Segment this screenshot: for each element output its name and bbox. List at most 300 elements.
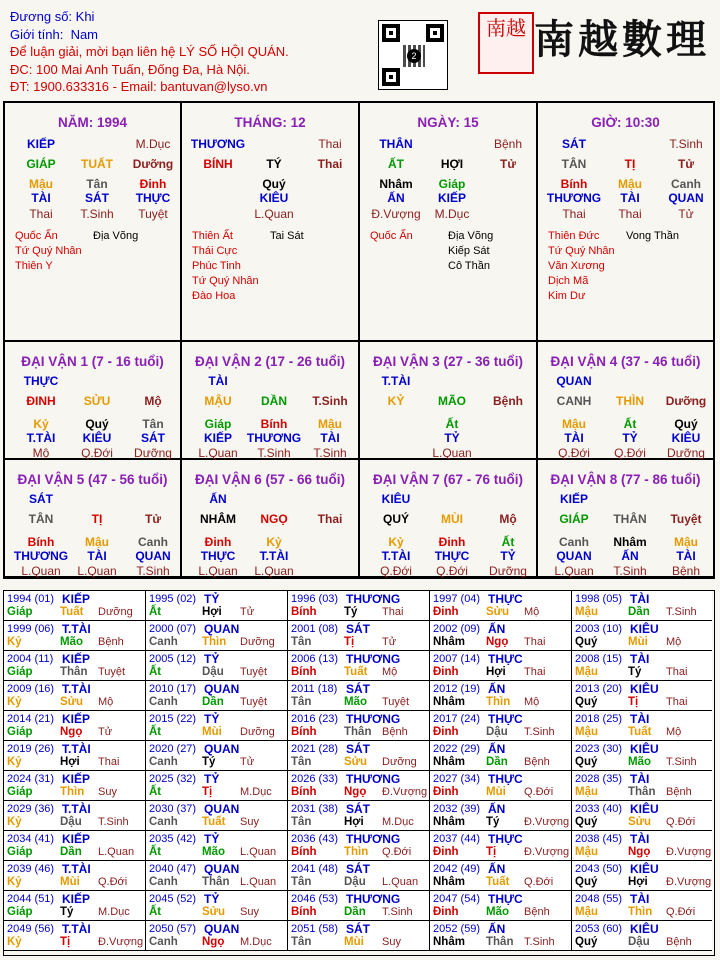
year-cell bbox=[430, 681, 572, 711]
year-stem: Đinh bbox=[433, 906, 459, 918]
year-label: 1996 (03) bbox=[291, 593, 339, 605]
year-god: KIÊU bbox=[630, 862, 659, 876]
year-god: KIÊU bbox=[630, 682, 659, 696]
year-stem: Giáp bbox=[7, 666, 33, 678]
decade-4-r5-item: Q.Đới bbox=[558, 446, 590, 460]
year-branch: Tuất bbox=[202, 816, 226, 828]
year-branch: Thìn bbox=[60, 786, 85, 798]
year-stem: Nhâm bbox=[433, 936, 465, 948]
year-phase: Mộ bbox=[382, 666, 398, 678]
pillar-2-r1-item: Thai bbox=[318, 137, 342, 151]
year-branch: Thìn bbox=[344, 846, 369, 858]
year-phase: Suy bbox=[240, 906, 259, 918]
year-phase: Bệnh bbox=[524, 756, 550, 768]
year-branch: Dần bbox=[60, 846, 82, 858]
decade-3-r2-item: KỶ bbox=[387, 394, 405, 408]
decade-2-r4-item: TÀI bbox=[320, 431, 340, 445]
year-cell bbox=[572, 891, 712, 921]
year-phase: Q.Đới bbox=[666, 906, 696, 918]
year-branch: Mùi bbox=[60, 876, 80, 888]
year-cell bbox=[4, 681, 146, 711]
pillar-3-r2-item: ẤT bbox=[388, 157, 404, 171]
year-god: T.TÀI bbox=[62, 802, 91, 816]
pillar-3-star: Cô Thần bbox=[448, 260, 490, 272]
decade-4-title: ĐẠI VẬN 4 (37 - 46 tuổi) bbox=[550, 354, 701, 369]
year-cell bbox=[4, 891, 146, 921]
year-label: 1994 (01) bbox=[7, 593, 55, 605]
year-stem: Đinh bbox=[433, 786, 459, 798]
year-god: TÀI bbox=[630, 832, 650, 846]
year-branch: Hợi bbox=[628, 876, 648, 888]
year-branch: Hợi bbox=[60, 756, 80, 768]
decade-1-r5-item: Q.Đới bbox=[81, 446, 113, 460]
decade-3-title: ĐẠI VẬN 3 (27 - 36 tuổi) bbox=[372, 354, 524, 369]
year-branch: Thân bbox=[344, 726, 372, 738]
decade-2-title: ĐẠI VẬN 2 (17 - 26 tuổi) bbox=[194, 354, 346, 369]
pillar-3-r3-item: Nhâm bbox=[379, 177, 413, 191]
year-god: KIẾP bbox=[62, 892, 91, 906]
pillar-3-r4-item: ẤN bbox=[387, 191, 405, 205]
year-branch: Mùi bbox=[486, 786, 506, 798]
year-god: KIÊU bbox=[630, 802, 659, 816]
year-phase: L.Quan bbox=[382, 876, 419, 888]
year-cell bbox=[146, 771, 288, 801]
year-stem: Quý bbox=[575, 696, 598, 708]
decade-5-r5-item: L.Quan bbox=[77, 564, 117, 578]
year-branch: Dần bbox=[486, 756, 508, 768]
year-god: SÁT bbox=[346, 682, 370, 696]
pillar-4-r3-item: Canh bbox=[671, 177, 701, 191]
year-cell bbox=[430, 741, 572, 771]
decade-7-r4-item: THỰC bbox=[434, 549, 470, 563]
year-cell bbox=[572, 711, 712, 741]
year-label: 2032 (39) bbox=[433, 803, 481, 815]
year-god: ẤN bbox=[488, 802, 506, 816]
pillar-1-r2-item: GIÁP bbox=[26, 157, 56, 171]
year-cell bbox=[572, 861, 712, 891]
pillar-4-r5-item: Thai bbox=[562, 207, 586, 221]
year-cell bbox=[430, 591, 572, 621]
year-god: KIẾP bbox=[62, 832, 91, 846]
decade-2-r3-item: Mậu bbox=[318, 417, 342, 431]
decade-2-r2-item: MẬU bbox=[204, 394, 232, 408]
year-god: TỶ bbox=[204, 832, 220, 846]
year-cell bbox=[4, 861, 146, 891]
decade-6-r4 bbox=[182, 549, 358, 565]
year-branch: Ngọ bbox=[344, 786, 367, 798]
year-phase: Đ.Vượng bbox=[382, 786, 428, 798]
year-label: 2049 (56) bbox=[7, 923, 55, 935]
decade-4-r4-item: TỶ bbox=[622, 431, 638, 445]
year-label: 2001 (08) bbox=[291, 623, 339, 635]
year-label: 2013 (20) bbox=[575, 683, 623, 695]
decade-3-r4 bbox=[360, 431, 536, 447]
pillar-3-stars-b bbox=[448, 229, 493, 274]
year-branch: Tuất bbox=[60, 606, 84, 618]
year-phase: Tử bbox=[240, 756, 255, 768]
year-branch: Tý bbox=[202, 756, 216, 768]
decade-6-r5-item: L.Quan bbox=[254, 564, 294, 578]
year-god: QUAN bbox=[204, 862, 240, 876]
year-branch: Mùi bbox=[344, 936, 364, 948]
decade-8 bbox=[538, 460, 713, 578]
year-cell bbox=[430, 921, 572, 951]
pillar-4-r2-item: TỊ bbox=[624, 157, 636, 171]
year-god: QUAN bbox=[204, 922, 240, 936]
year-phase: Mộ bbox=[666, 636, 682, 648]
year-stem: Đinh bbox=[433, 846, 459, 858]
header-info bbox=[10, 8, 370, 96]
decade-3-r3-item: Ất bbox=[445, 417, 459, 431]
pillar-3 bbox=[360, 103, 538, 342]
year-label: 2015 (22) bbox=[149, 713, 197, 725]
decade-2-r4-item: THƯƠNG bbox=[246, 431, 302, 445]
year-cell bbox=[572, 741, 712, 771]
decade-2-r3-item: Giáp bbox=[204, 417, 232, 431]
decade-4-r2-item: Dưỡng bbox=[665, 394, 707, 408]
year-stem: Kỷ bbox=[7, 756, 22, 768]
decade-1-r5-item: Dưỡng bbox=[134, 446, 172, 460]
pillar-4-r2 bbox=[538, 157, 713, 173]
pillar-4-star: Tứ Quý Nhân bbox=[548, 245, 615, 257]
year-stem: Giáp bbox=[7, 846, 33, 858]
year-branch: Dậu bbox=[344, 876, 366, 888]
year-stem: Đinh bbox=[433, 666, 459, 678]
year-cell bbox=[146, 621, 288, 651]
year-label: 2011 (18) bbox=[291, 683, 338, 695]
year-god: T.TÀI bbox=[62, 922, 91, 936]
year-stem: Bính bbox=[291, 786, 317, 798]
year-branch: Sửu bbox=[202, 906, 226, 918]
year-branch: Hợi bbox=[486, 666, 506, 678]
year-cell bbox=[572, 921, 712, 951]
year-cell bbox=[288, 921, 430, 951]
decade-8-r2-item: GIÁP bbox=[559, 512, 589, 526]
year-god: THƯƠNG bbox=[346, 832, 401, 846]
decade-8-r5 bbox=[538, 564, 713, 580]
year-label: 2000 (07) bbox=[149, 623, 197, 635]
pillar-4 bbox=[538, 103, 713, 342]
decade-7-r3-item: Kỷ bbox=[388, 535, 404, 549]
year-cell bbox=[572, 771, 712, 801]
decade-6-r2-item: NHÂM bbox=[200, 512, 236, 526]
year-branch: Hợi bbox=[344, 816, 364, 828]
decade-4-r4-item: KIÊU bbox=[671, 431, 701, 445]
decade-1-r4-item: SÁT bbox=[141, 431, 165, 445]
year-stem: Kỷ bbox=[7, 636, 22, 648]
pillar-1-r5-item: Tuyệt bbox=[138, 207, 168, 221]
year-cell bbox=[288, 891, 430, 921]
decade-2-r3-item: Bính bbox=[260, 417, 288, 431]
owner-value: Khi bbox=[75, 9, 95, 24]
pillar-4-r2-item: Tử bbox=[677, 157, 695, 171]
decade-4-r5-item: Q.Đới bbox=[614, 446, 646, 460]
decade-4-r4 bbox=[538, 431, 713, 447]
brand-logo: 南越數理 bbox=[534, 16, 710, 63]
decade-5-r5 bbox=[5, 564, 180, 580]
year-phase: Bệnh bbox=[524, 906, 550, 918]
year-cell bbox=[146, 711, 288, 741]
year-cell bbox=[4, 831, 146, 861]
pillar-2-r3-item: Quý bbox=[262, 177, 286, 191]
decade-6-r2-item: Thai bbox=[317, 512, 343, 526]
year-branch: Mão bbox=[628, 756, 651, 768]
pillar-2-r2 bbox=[182, 157, 358, 173]
year-phase: Bệnh bbox=[666, 936, 692, 948]
year-stem: Ất bbox=[149, 606, 162, 618]
decade-7-r3-item: Đinh bbox=[438, 535, 466, 549]
decade-5-r4 bbox=[5, 549, 180, 565]
year-cell bbox=[572, 651, 712, 681]
chart-grid bbox=[3, 101, 715, 579]
decade-1-r4-item: KIÊU bbox=[82, 431, 112, 445]
decade-3-r5-item: L.Quan bbox=[432, 446, 472, 460]
decade-4-r3-item: Ất bbox=[623, 417, 637, 431]
pillar-2-r1 bbox=[182, 137, 358, 153]
decade-6-r2-item: NGỌ bbox=[260, 512, 288, 526]
year-cell bbox=[430, 651, 572, 681]
decade-5-r3-item: Bính bbox=[27, 535, 55, 549]
decade-2-r4 bbox=[182, 431, 358, 447]
decade-2-r2-item: T.Sinh bbox=[312, 394, 348, 408]
pillar-2-r2-item: BÍNH bbox=[203, 157, 233, 171]
year-phase: Q.Đới bbox=[524, 876, 554, 888]
year-stem: Ất bbox=[149, 726, 162, 738]
pillar-2-r1-item: THƯƠNG bbox=[190, 137, 246, 151]
year-god: SÁT bbox=[346, 922, 370, 936]
year-god: THƯƠNG bbox=[346, 772, 401, 786]
qr-code-icon[interactable]: 2 bbox=[378, 20, 448, 90]
decade-2-r4-item: KIẾP bbox=[203, 431, 232, 445]
year-phase: T.Sinh bbox=[98, 816, 129, 828]
year-cell bbox=[288, 741, 430, 771]
pillar-1-r1 bbox=[5, 137, 180, 153]
year-label: 2023 (30) bbox=[575, 743, 623, 755]
year-cell bbox=[572, 831, 712, 861]
phone-email-line: ĐT: 1900.633316 - Email: bantuvan@lyso.vn bbox=[10, 79, 268, 94]
year-branch: Tuất bbox=[344, 666, 368, 678]
year-branch: Mão bbox=[60, 636, 83, 648]
year-phase: M.Dục bbox=[98, 906, 130, 918]
year-label: 2020 (27) bbox=[149, 743, 197, 755]
year-stem: Nhâm bbox=[433, 696, 465, 708]
pillar-2-title: THÁNG: 12 bbox=[234, 115, 306, 130]
year-label: 2042 (49) bbox=[433, 863, 481, 875]
year-cell bbox=[146, 741, 288, 771]
year-god: TỶ bbox=[204, 652, 220, 666]
decade-1 bbox=[5, 342, 182, 460]
year-god: SÁT bbox=[346, 802, 370, 816]
year-label: 2016 (23) bbox=[291, 713, 339, 725]
year-cell bbox=[4, 741, 146, 771]
year-phase: Tử bbox=[240, 606, 255, 618]
decade-7-r5-item: Dưỡng bbox=[489, 564, 527, 578]
year-cell bbox=[4, 621, 146, 651]
pillar-1-r2 bbox=[5, 157, 180, 173]
year-god: KIẾP bbox=[62, 712, 91, 726]
year-cell bbox=[146, 921, 288, 951]
pillar-4-r5-item: Tử bbox=[678, 207, 694, 221]
year-branch: Tị bbox=[344, 636, 355, 648]
decade-7-r1 bbox=[360, 492, 536, 508]
decade-7-r3-item: Ất bbox=[501, 535, 515, 549]
year-stem: Nhâm bbox=[433, 636, 465, 648]
decade-8-r2 bbox=[538, 512, 713, 528]
year-god: ẤN bbox=[488, 622, 506, 636]
year-god: TỶ bbox=[204, 772, 220, 786]
year-god: ẤN bbox=[488, 742, 506, 756]
decade-4-r1 bbox=[538, 374, 713, 390]
year-god: THỰC bbox=[488, 712, 523, 726]
pillar-1-r5-item: Thai bbox=[29, 207, 53, 221]
decade-1-r3-item: Kỷ bbox=[33, 417, 49, 431]
pillar-2 bbox=[182, 103, 360, 342]
year-label: 2052 (59) bbox=[433, 923, 481, 935]
decade-8-r1-item: KIẾP bbox=[559, 492, 588, 506]
year-label: 2021 (28) bbox=[291, 743, 339, 755]
year-label: 2053 (60) bbox=[575, 923, 623, 935]
year-branch: Sửu bbox=[628, 816, 652, 828]
decade-4-r2-item: THÌN bbox=[616, 394, 644, 408]
pillar-2-star: Thiên Ất bbox=[192, 230, 233, 242]
decade-1-r2 bbox=[5, 394, 180, 410]
year-label: 2034 (41) bbox=[7, 833, 55, 845]
decade-6 bbox=[182, 460, 360, 578]
year-cell bbox=[572, 621, 712, 651]
year-label: 2041 (48) bbox=[291, 863, 339, 875]
pillar-4-stars-b bbox=[626, 229, 679, 244]
year-branch: Tuất bbox=[486, 876, 510, 888]
pillar-3-r5 bbox=[360, 207, 536, 223]
pillar-2-star: Thái Cực bbox=[192, 245, 238, 257]
year-god: SÁT bbox=[346, 862, 370, 876]
year-stem: Tân bbox=[291, 756, 312, 768]
year-label: 2044 (51) bbox=[7, 893, 55, 905]
year-phase: Đ.Vượng bbox=[98, 936, 144, 948]
year-stem: Nhâm bbox=[433, 756, 465, 768]
decade-2-r5-item: T.Sinh bbox=[313, 446, 347, 460]
year-label: 2008 (15) bbox=[575, 653, 623, 665]
year-cell bbox=[288, 771, 430, 801]
decade-8-r4-item: QUAN bbox=[556, 549, 592, 563]
pillar-4-star: Kim Dư bbox=[548, 290, 586, 302]
pillar-2-stars-a bbox=[192, 229, 259, 304]
year-god: TÀI bbox=[630, 652, 650, 666]
year-phase: L.Quan bbox=[240, 846, 277, 858]
pillar-4-r4-item: TÀI bbox=[620, 191, 640, 205]
year-phase: M.Dục bbox=[382, 816, 414, 828]
year-branch: Sửu bbox=[344, 756, 368, 768]
year-stem: Canh bbox=[149, 696, 178, 708]
year-label: 2027 (34) bbox=[433, 773, 481, 785]
year-god: KIẾP bbox=[62, 592, 91, 606]
year-branch: Tý bbox=[486, 816, 500, 828]
gender-label: Giới tính: bbox=[10, 26, 64, 42]
pillar-4-star: Vong Thần bbox=[626, 230, 680, 242]
year-phase: Đ.Vượng bbox=[524, 846, 570, 858]
decade-8-r4 bbox=[538, 549, 713, 565]
pillar-1-stars-a bbox=[15, 229, 82, 274]
decade-3-r4-item: TỶ bbox=[444, 431, 460, 445]
pillar-2-r4 bbox=[182, 191, 358, 207]
year-branch: Thân bbox=[628, 786, 656, 798]
pillar-4-r1-item: SÁT bbox=[562, 137, 586, 151]
decade-5 bbox=[5, 460, 182, 578]
decade-1-r2-item: SỬU bbox=[83, 394, 111, 408]
decade-6-r4-item: THỰC bbox=[200, 549, 236, 563]
pillar-3-title: NGÀY: 15 bbox=[417, 115, 479, 130]
pillar-2-r2-item: TÝ bbox=[266, 157, 282, 171]
year-label: 2012 (19) bbox=[433, 683, 481, 695]
pillar-3-r4 bbox=[360, 191, 536, 207]
decade-5-r2-item: TÂN bbox=[28, 512, 54, 526]
year-stem: Giáp bbox=[7, 726, 33, 738]
decade-5-r2-item: TỊ bbox=[91, 512, 103, 526]
year-stem: Kỷ bbox=[7, 696, 22, 708]
pillar-1-r4-item: THỰC bbox=[135, 191, 171, 205]
year-god: THỰC bbox=[488, 832, 523, 846]
decade-8-r1 bbox=[538, 492, 713, 508]
year-stem: Bính bbox=[291, 846, 317, 858]
year-cell bbox=[4, 801, 146, 831]
year-label: 2017 (24) bbox=[433, 713, 481, 725]
decade-1-title: ĐẠI VẬN 1 (7 - 16 tuổi) bbox=[21, 354, 164, 369]
year-stem: Quý bbox=[575, 876, 598, 888]
year-branch: Ngọ bbox=[202, 936, 225, 948]
year-phase: Dưỡng bbox=[382, 756, 417, 768]
year-stem: Đinh bbox=[433, 726, 459, 738]
seal-logo: 南越 bbox=[478, 12, 534, 74]
pillar-4-r1-item: T.Sinh bbox=[669, 137, 703, 151]
pillar-1-title: NĂM: 1994 bbox=[57, 115, 128, 130]
year-stem: Mậu bbox=[575, 666, 598, 678]
year-stem: Nhâm bbox=[433, 816, 465, 828]
year-branch: Tị bbox=[60, 936, 71, 948]
year-phase: Mộ bbox=[524, 606, 540, 618]
pillar-4-star: Dịch Mã bbox=[548, 275, 589, 287]
pillar-3-r2-item: HỢI bbox=[440, 157, 464, 171]
year-phase: Tuyệt bbox=[240, 696, 268, 708]
year-phase: Thai bbox=[382, 606, 404, 618]
year-phase: T.Sinh bbox=[382, 906, 413, 918]
year-stem: Canh bbox=[149, 756, 178, 768]
pillar-1-r2-item: TUẤT bbox=[81, 157, 113, 171]
year-god: THỰC bbox=[488, 592, 523, 606]
gender-value: Nam bbox=[70, 26, 99, 42]
decade-7-r1-item: KIÊU bbox=[381, 492, 411, 506]
year-stem: Quý bbox=[575, 756, 598, 768]
year-god: THỰC bbox=[488, 892, 523, 906]
decade-4 bbox=[538, 342, 713, 460]
decade-4-r2 bbox=[538, 394, 713, 410]
decade-7-r2-item: Mộ bbox=[499, 512, 517, 526]
pillar-1-r3-item: Tân bbox=[86, 177, 108, 191]
year-cell bbox=[146, 651, 288, 681]
year-branch: Tý bbox=[60, 906, 74, 918]
pillar-4-r3-item: Bính bbox=[560, 177, 588, 191]
year-god: QUAN bbox=[204, 742, 240, 756]
year-label: 2033 (40) bbox=[575, 803, 623, 815]
year-stem: Đinh bbox=[433, 606, 459, 618]
year-stem: Giáp bbox=[7, 606, 33, 618]
year-label: 1998 (05) bbox=[575, 593, 623, 605]
decade-8-r2-item: THÂN bbox=[613, 512, 647, 526]
year-phase: T.Sinh bbox=[524, 936, 555, 948]
decade-3-r2 bbox=[360, 394, 536, 410]
pillar-2-r5-item: L.Quan bbox=[254, 207, 294, 221]
year-phase: Bệnh bbox=[382, 726, 408, 738]
decade-1-r1-item: THỰC bbox=[23, 374, 59, 388]
